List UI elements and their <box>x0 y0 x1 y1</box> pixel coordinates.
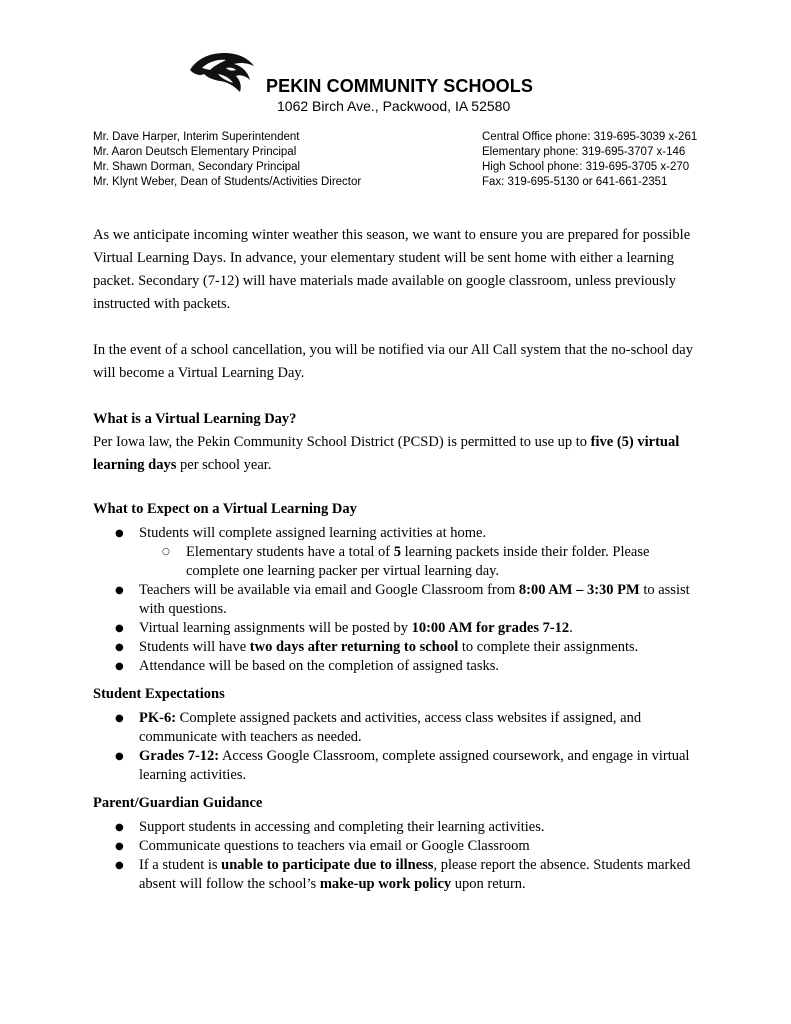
what-is-paragraph <box>93 431 705 477</box>
text-run: . <box>569 620 573 636</box>
list-item <box>93 524 705 581</box>
text-run: learning packets inside their folder. Please complete one learning packer per virtual learning day. <box>186 544 650 579</box>
text-run: Students will complete assigned learning activities at home. <box>139 525 487 541</box>
text-run: If a student is <box>139 857 222 873</box>
contact-line: Elementary phone: 319-695-3707 x-146 <box>482 146 686 158</box>
list-item <box>93 856 705 894</box>
list-item: ● Attendance will be based on the completion of assigned tasks. <box>93 657 705 676</box>
list-item <box>93 581 705 619</box>
bold-run: 10:00 AM for grades 7-12 <box>411 620 570 636</box>
parent-section <box>93 794 705 894</box>
contact-line: Central Office phone: 319-695-3039 x-261 <box>482 131 698 143</box>
text-run: Students will have <box>139 639 250 655</box>
text-run: to complete their assignments. <box>458 639 639 655</box>
staff-line: Mr. Shawn Dorman, Secondary Principal <box>93 161 301 173</box>
text-run: Access Google Classroom, complete assigned coursework, and engage in virtual learning activities. <box>139 748 690 783</box>
bold-run: two days after returning to school <box>249 639 459 655</box>
text-run: Complete assigned packets and activities, access class websites if assigned, and communicate with teachers as needed. <box>139 710 642 745</box>
contact-list <box>482 130 697 190</box>
student-heading: Student Expectations <box>93 686 225 702</box>
staff-line: Mr. Aaron Deutsch Elementary Principal <box>93 146 297 158</box>
staff-list <box>93 130 361 190</box>
list-item <box>93 638 705 657</box>
list-item: ● Support students in accessing and completing their learning activities. <box>93 818 705 837</box>
contact-line: Fax: 319-695-5130 or 641-661-2351 <box>482 176 668 188</box>
text-run: , please report the absence. Students marked absent will follow the school’s <box>139 857 691 892</box>
text-run: to assist with questions. <box>139 582 690 617</box>
bold-run: PK-6: <box>139 710 177 726</box>
parent-heading: Parent/Guardian Guidance <box>93 795 263 811</box>
expect-section <box>93 500 705 676</box>
contact-line: High School phone: 319-695-3705 x-270 <box>482 161 690 173</box>
list-item: ● Communicate questions to teachers via email or Google Classroom <box>93 837 705 856</box>
list-item <box>93 709 705 747</box>
text-run: Virtual learning assignments will be posted by <box>139 620 412 636</box>
staff-line: Mr. Klynt Weber, Dean of Students/Activities Director <box>93 176 362 188</box>
staff-line: Mr. Dave Harper, Interim Superintendent <box>93 131 300 143</box>
bold-run: 5 <box>393 544 402 560</box>
student-section <box>93 685 705 785</box>
notification-paragraph: In the event of a school cancellation, you will be notified via our All Call system that the no-school day will become a Virtual Learning Day. <box>93 342 693 381</box>
bold-run: 8:00 AM – 3:30 PM <box>518 582 640 598</box>
what-is-heading: What is a Virtual Learning Day? <box>93 411 297 427</box>
letter-body <box>93 224 705 477</box>
text-run: Elementary students have a total of <box>186 544 394 560</box>
school-address: 1062 Birch Ave., Packwood, IA 52580 <box>277 98 511 114</box>
text-run: Per Iowa law, the Pekin Community School District (PCSD) is permitted to use up to <box>93 434 591 450</box>
list-item <box>93 747 705 785</box>
text-run: Teachers will be available via email and Google Classroom from <box>139 582 519 598</box>
panther-head-logo-icon <box>188 50 256 94</box>
bold-run: unable to participate due to illness <box>221 857 434 873</box>
bold-run: five (5) virtual learning days <box>93 434 680 473</box>
list-item <box>93 619 705 638</box>
bold-run: Grades 7-12: <box>139 748 220 764</box>
intro-paragraph: As we anticipate incoming winter weather this season, we want to ensure you are prepared for possible Virtual Learning Days. In advance, your elementary student will be sent home with either a learning packet. Secondary (7-12) will have materials made available on google classroom, unless previously instructed with packets. <box>93 227 691 312</box>
bold-run: make-up work policy <box>319 876 452 892</box>
expect-heading: What to Expect on a Virtual Learning Day <box>93 501 357 517</box>
text-run: per school year. <box>176 457 272 473</box>
school-name: PEKIN COMMUNITY SCHOOLS <box>266 76 533 96</box>
sub-list-item <box>139 543 705 581</box>
text-run: upon return. <box>451 876 526 892</box>
